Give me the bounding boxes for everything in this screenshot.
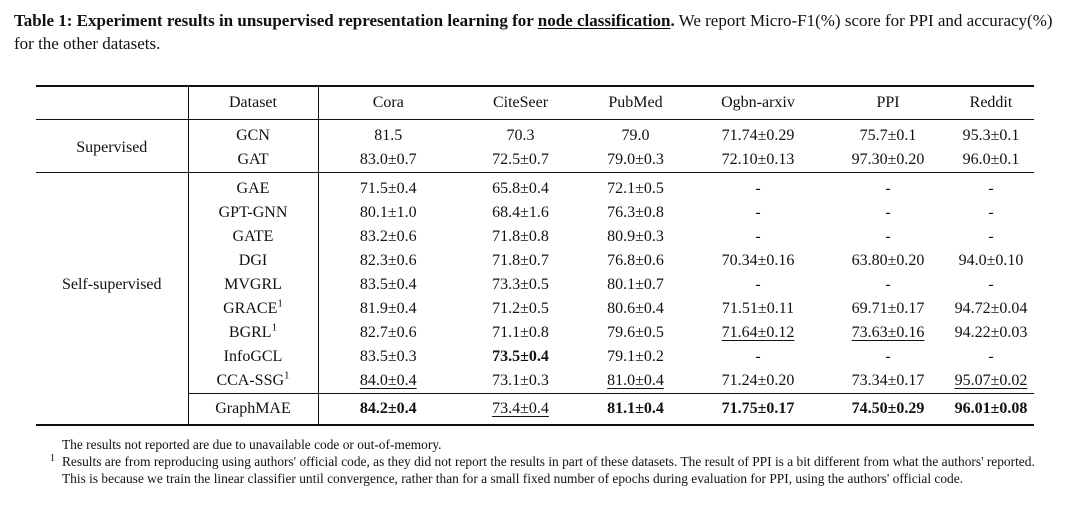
cell-value: 80.1±1.0	[359, 204, 417, 221]
cell-value: 74.50±0.29	[851, 400, 925, 417]
method-name-text: GATE	[232, 228, 274, 245]
cell-value: 83.5±0.3	[359, 348, 417, 365]
cell-ogbn-arxiv	[688, 369, 828, 394]
cell-pubmed	[583, 120, 688, 149]
cell-value: 71.1±0.8	[492, 324, 549, 341]
cell-citeseer	[458, 249, 583, 273]
cell-pubmed	[583, 369, 688, 394]
group-label: Supervised	[36, 120, 188, 173]
cell-ogbn-arxiv	[688, 225, 828, 249]
cell-ogbn-arxiv	[688, 173, 828, 202]
footnote-1-text: Results are from reproducing using authors' official code, as they did not report the results in part of these datasets. The result of PPI is a bit different from what the authors' reported. This is because we train the linear classifier until convergence, rather than for a small fixed number of epochs during evaluation for PPI, using the authors' official code.	[62, 454, 1035, 486]
header-reddit: Reddit	[969, 94, 1013, 111]
cell-value: 84.2±0.4	[359, 400, 417, 417]
cell-cora	[318, 225, 458, 249]
method-name-text: GAT	[237, 151, 269, 168]
cell-citeseer	[458, 148, 583, 173]
cell-value: 97.30±0.20	[851, 151, 925, 168]
cell-value: 79.0	[621, 127, 650, 144]
cell-reddit	[948, 273, 1034, 297]
cell-ppi	[828, 297, 948, 321]
cell-citeseer	[458, 394, 583, 426]
cell-citeseer	[458, 369, 583, 394]
method-name	[188, 120, 318, 149]
cell-value: 94.0±0.10	[958, 252, 1024, 269]
cell-reddit	[948, 120, 1034, 149]
method-name	[188, 369, 318, 394]
results-table	[36, 85, 1034, 426]
cell-value: 71.8±0.7	[492, 252, 549, 269]
header-pubmed: PubMed	[608, 94, 663, 111]
cell-ppi	[828, 173, 948, 202]
cell-value: -	[755, 204, 761, 221]
method-name-text: CCA-SSG	[216, 372, 285, 389]
cell-ppi	[828, 201, 948, 225]
method-name-text: GCN	[236, 127, 270, 144]
header-empty-cell	[36, 86, 188, 120]
cell-reddit	[948, 321, 1034, 345]
cell-value: 71.24±0.20	[721, 372, 795, 389]
cell-pubmed	[583, 249, 688, 273]
cell-value: 95.07±0.02	[954, 372, 1028, 389]
cell-value: 80.6±0.4	[607, 300, 664, 317]
cell-value: 72.10±0.13	[721, 151, 795, 168]
method-name-text: GPT-GNN	[218, 204, 288, 221]
cell-ppi	[828, 345, 948, 369]
cell-cora	[318, 249, 458, 273]
cell-pubmed	[583, 148, 688, 173]
cell-value: 73.63±0.16	[851, 324, 925, 341]
caption-bold-prefix: Table 1: Experiment results in unsupervised representation learning for	[14, 11, 538, 30]
method-name	[188, 173, 318, 202]
cell-value: 71.5±0.4	[359, 180, 417, 197]
cell-value: 94.22±0.03	[954, 324, 1028, 341]
table-caption	[14, 9, 1064, 55]
cell-value: 68.4±1.6	[492, 204, 549, 221]
cell-ppi	[828, 394, 948, 426]
cell-value: 71.75±0.17	[721, 400, 795, 417]
cell-ogbn-arxiv	[688, 297, 828, 321]
group-label: Self-supervised	[36, 173, 188, 394]
cell-value: 83.5±0.4	[359, 276, 417, 293]
cell-value: 96.0±0.1	[962, 151, 1020, 168]
cell-pubmed	[583, 201, 688, 225]
cell-citeseer	[458, 225, 583, 249]
cell-value: 69.71±0.17	[851, 300, 925, 317]
cell-reddit	[948, 369, 1034, 394]
method-name	[188, 321, 318, 345]
cell-ppi	[828, 321, 948, 345]
cell-value: -	[988, 204, 994, 221]
cell-value: 79.1±0.2	[607, 348, 664, 365]
cell-value: 81.1±0.4	[607, 400, 664, 417]
cell-value: -	[755, 276, 761, 293]
method-name-text: DGI	[238, 252, 268, 269]
cell-value: -	[885, 228, 891, 245]
cell-value: 71.51±0.11	[721, 300, 795, 317]
cell-citeseer	[458, 345, 583, 369]
cell-value: 94.72±0.04	[954, 300, 1028, 317]
cell-value: 95.3±0.1	[962, 127, 1020, 144]
cell-value: -	[988, 228, 994, 245]
footnotes	[46, 436, 1036, 487]
cell-value: 80.9±0.3	[607, 228, 664, 245]
cell-value: -	[885, 276, 891, 293]
cell-reddit	[948, 201, 1034, 225]
table-row	[36, 173, 1034, 202]
cell-cora	[318, 345, 458, 369]
method-name	[188, 249, 318, 273]
cell-value: 80.1±0.7	[607, 276, 664, 293]
cell-cora	[318, 394, 458, 426]
table-row-ours	[36, 394, 1034, 426]
cell-cora	[318, 148, 458, 173]
cell-value: 63.80±0.20	[851, 252, 925, 269]
header-dataset: Dataset	[188, 86, 318, 120]
method-name-text: BGRL	[228, 324, 272, 341]
cell-value: 72.1±0.5	[607, 180, 664, 197]
cell-reddit	[948, 173, 1034, 202]
cell-citeseer	[458, 273, 583, 297]
cell-value: 76.8±0.6	[607, 252, 664, 269]
method-name: GraphMAE	[188, 394, 318, 426]
method-name	[188, 297, 318, 321]
cell-cora	[318, 201, 458, 225]
method-name	[188, 225, 318, 249]
cell-value: -	[755, 348, 761, 365]
cell-value: 73.5±0.4	[492, 348, 549, 365]
cell-value: -	[885, 180, 891, 197]
cell-value: 96.01±0.08	[954, 400, 1028, 417]
caption-description: We report Micro-F1(%) score for PPI and accuracy(%) for the other datasets.	[14, 11, 1053, 53]
cell-pubmed	[583, 173, 688, 202]
cell-reddit	[948, 225, 1034, 249]
cell-value: 81.9±0.4	[359, 300, 417, 317]
cell-value: 82.7±0.6	[359, 324, 417, 341]
cell-value: 83.0±0.7	[359, 151, 417, 168]
method-name	[188, 201, 318, 225]
cell-value: 70.34±0.16	[721, 252, 795, 269]
header-citeseer: CiteSeer	[492, 94, 549, 111]
cell-ppi	[828, 249, 948, 273]
method-name-text: InfoGCL	[223, 348, 283, 365]
cell-ogbn-arxiv	[688, 394, 828, 426]
method-name	[188, 148, 318, 173]
cell-ppi	[828, 120, 948, 149]
caption-period: .	[670, 11, 675, 30]
cell-value: 81.0±0.4	[607, 372, 664, 389]
method-name	[188, 273, 318, 297]
cell-ppi	[828, 273, 948, 297]
method-name-text: MVGRL	[224, 276, 282, 293]
footnote-marker: 1	[271, 321, 278, 334]
cell-pubmed	[583, 297, 688, 321]
cell-value: -	[885, 204, 891, 221]
cell-value: 76.3±0.8	[607, 204, 664, 221]
cell-value: -	[755, 228, 761, 245]
cell-value: 71.8±0.8	[492, 228, 549, 245]
cell-pubmed	[583, 345, 688, 369]
cell-value: 75.7±0.1	[859, 127, 917, 144]
cell-value: -	[988, 348, 994, 365]
cell-cora	[318, 369, 458, 394]
empty-cell	[36, 394, 188, 426]
footnote-unreported: The results not reported are due to unavailable code or out-of-memory.	[62, 437, 442, 452]
header-ppi: PPI	[876, 94, 900, 111]
cell-ogbn-arxiv	[688, 201, 828, 225]
cell-cora	[318, 321, 458, 345]
method-name-text: GRACE	[223, 300, 278, 317]
cell-value: 83.2±0.6	[359, 228, 417, 245]
cell-ogbn-arxiv	[688, 148, 828, 173]
cell-value: 73.3±0.5	[492, 276, 549, 293]
cell-citeseer	[458, 297, 583, 321]
cell-reddit	[948, 394, 1034, 426]
cell-value: 73.34±0.17	[851, 372, 925, 389]
caption-underlined-term: node classification	[537, 11, 671, 30]
method-name	[188, 345, 318, 369]
header-ogbn-arxiv: Ogbn-arxiv	[721, 94, 795, 111]
cell-ppi	[828, 225, 948, 249]
cell-cora	[318, 297, 458, 321]
cell-cora	[318, 273, 458, 297]
cell-value: 70.3	[506, 127, 535, 144]
cell-value: 71.64±0.12	[721, 324, 795, 341]
footnote-1-mark: 1	[50, 453, 55, 464]
cell-pubmed	[583, 225, 688, 249]
cell-ogbn-arxiv	[688, 249, 828, 273]
cell-citeseer	[458, 201, 583, 225]
cell-value: 71.2±0.5	[492, 300, 549, 317]
cell-ogbn-arxiv	[688, 321, 828, 345]
cell-ogbn-arxiv	[688, 273, 828, 297]
cell-citeseer	[458, 173, 583, 202]
cell-value: -	[755, 180, 761, 197]
cell-value: -	[988, 180, 994, 197]
cell-value: 79.0±0.3	[607, 151, 664, 168]
cell-ogbn-arxiv	[688, 345, 828, 369]
cell-pubmed	[583, 321, 688, 345]
table-row	[36, 120, 1034, 149]
cell-value: 73.4±0.4	[492, 400, 549, 417]
cell-reddit	[948, 297, 1034, 321]
cell-reddit	[948, 249, 1034, 273]
cell-ogbn-arxiv	[688, 120, 828, 149]
method-name-text: GAE	[236, 180, 270, 197]
cell-reddit	[948, 148, 1034, 173]
cell-value: 81.5	[374, 127, 403, 144]
footnote-marker: 1	[277, 297, 283, 310]
cell-pubmed	[583, 394, 688, 426]
footnote-1	[46, 453, 1036, 487]
table-header-row	[36, 86, 1034, 120]
cell-pubmed	[583, 273, 688, 297]
cell-ppi	[828, 369, 948, 394]
cell-value: 73.1±0.3	[492, 372, 549, 389]
cell-reddit	[948, 345, 1034, 369]
cell-citeseer	[458, 321, 583, 345]
cell-cora	[318, 173, 458, 202]
cell-value: 71.74±0.29	[721, 127, 795, 144]
cell-value: -	[885, 348, 891, 365]
cell-value: 84.0±0.4	[359, 372, 417, 389]
footnote-marker: 1	[284, 369, 290, 382]
cell-value: 79.6±0.5	[607, 324, 664, 341]
cell-value: 82.3±0.6	[359, 252, 417, 269]
cell-value: 65.8±0.4	[492, 180, 549, 197]
cell-value: 72.5±0.7	[492, 151, 549, 168]
cell-ppi	[828, 148, 948, 173]
cell-cora	[318, 120, 458, 149]
cell-value: -	[988, 276, 994, 293]
header-cora: Cora	[372, 94, 404, 111]
cell-citeseer	[458, 120, 583, 149]
table-body	[36, 120, 1034, 426]
